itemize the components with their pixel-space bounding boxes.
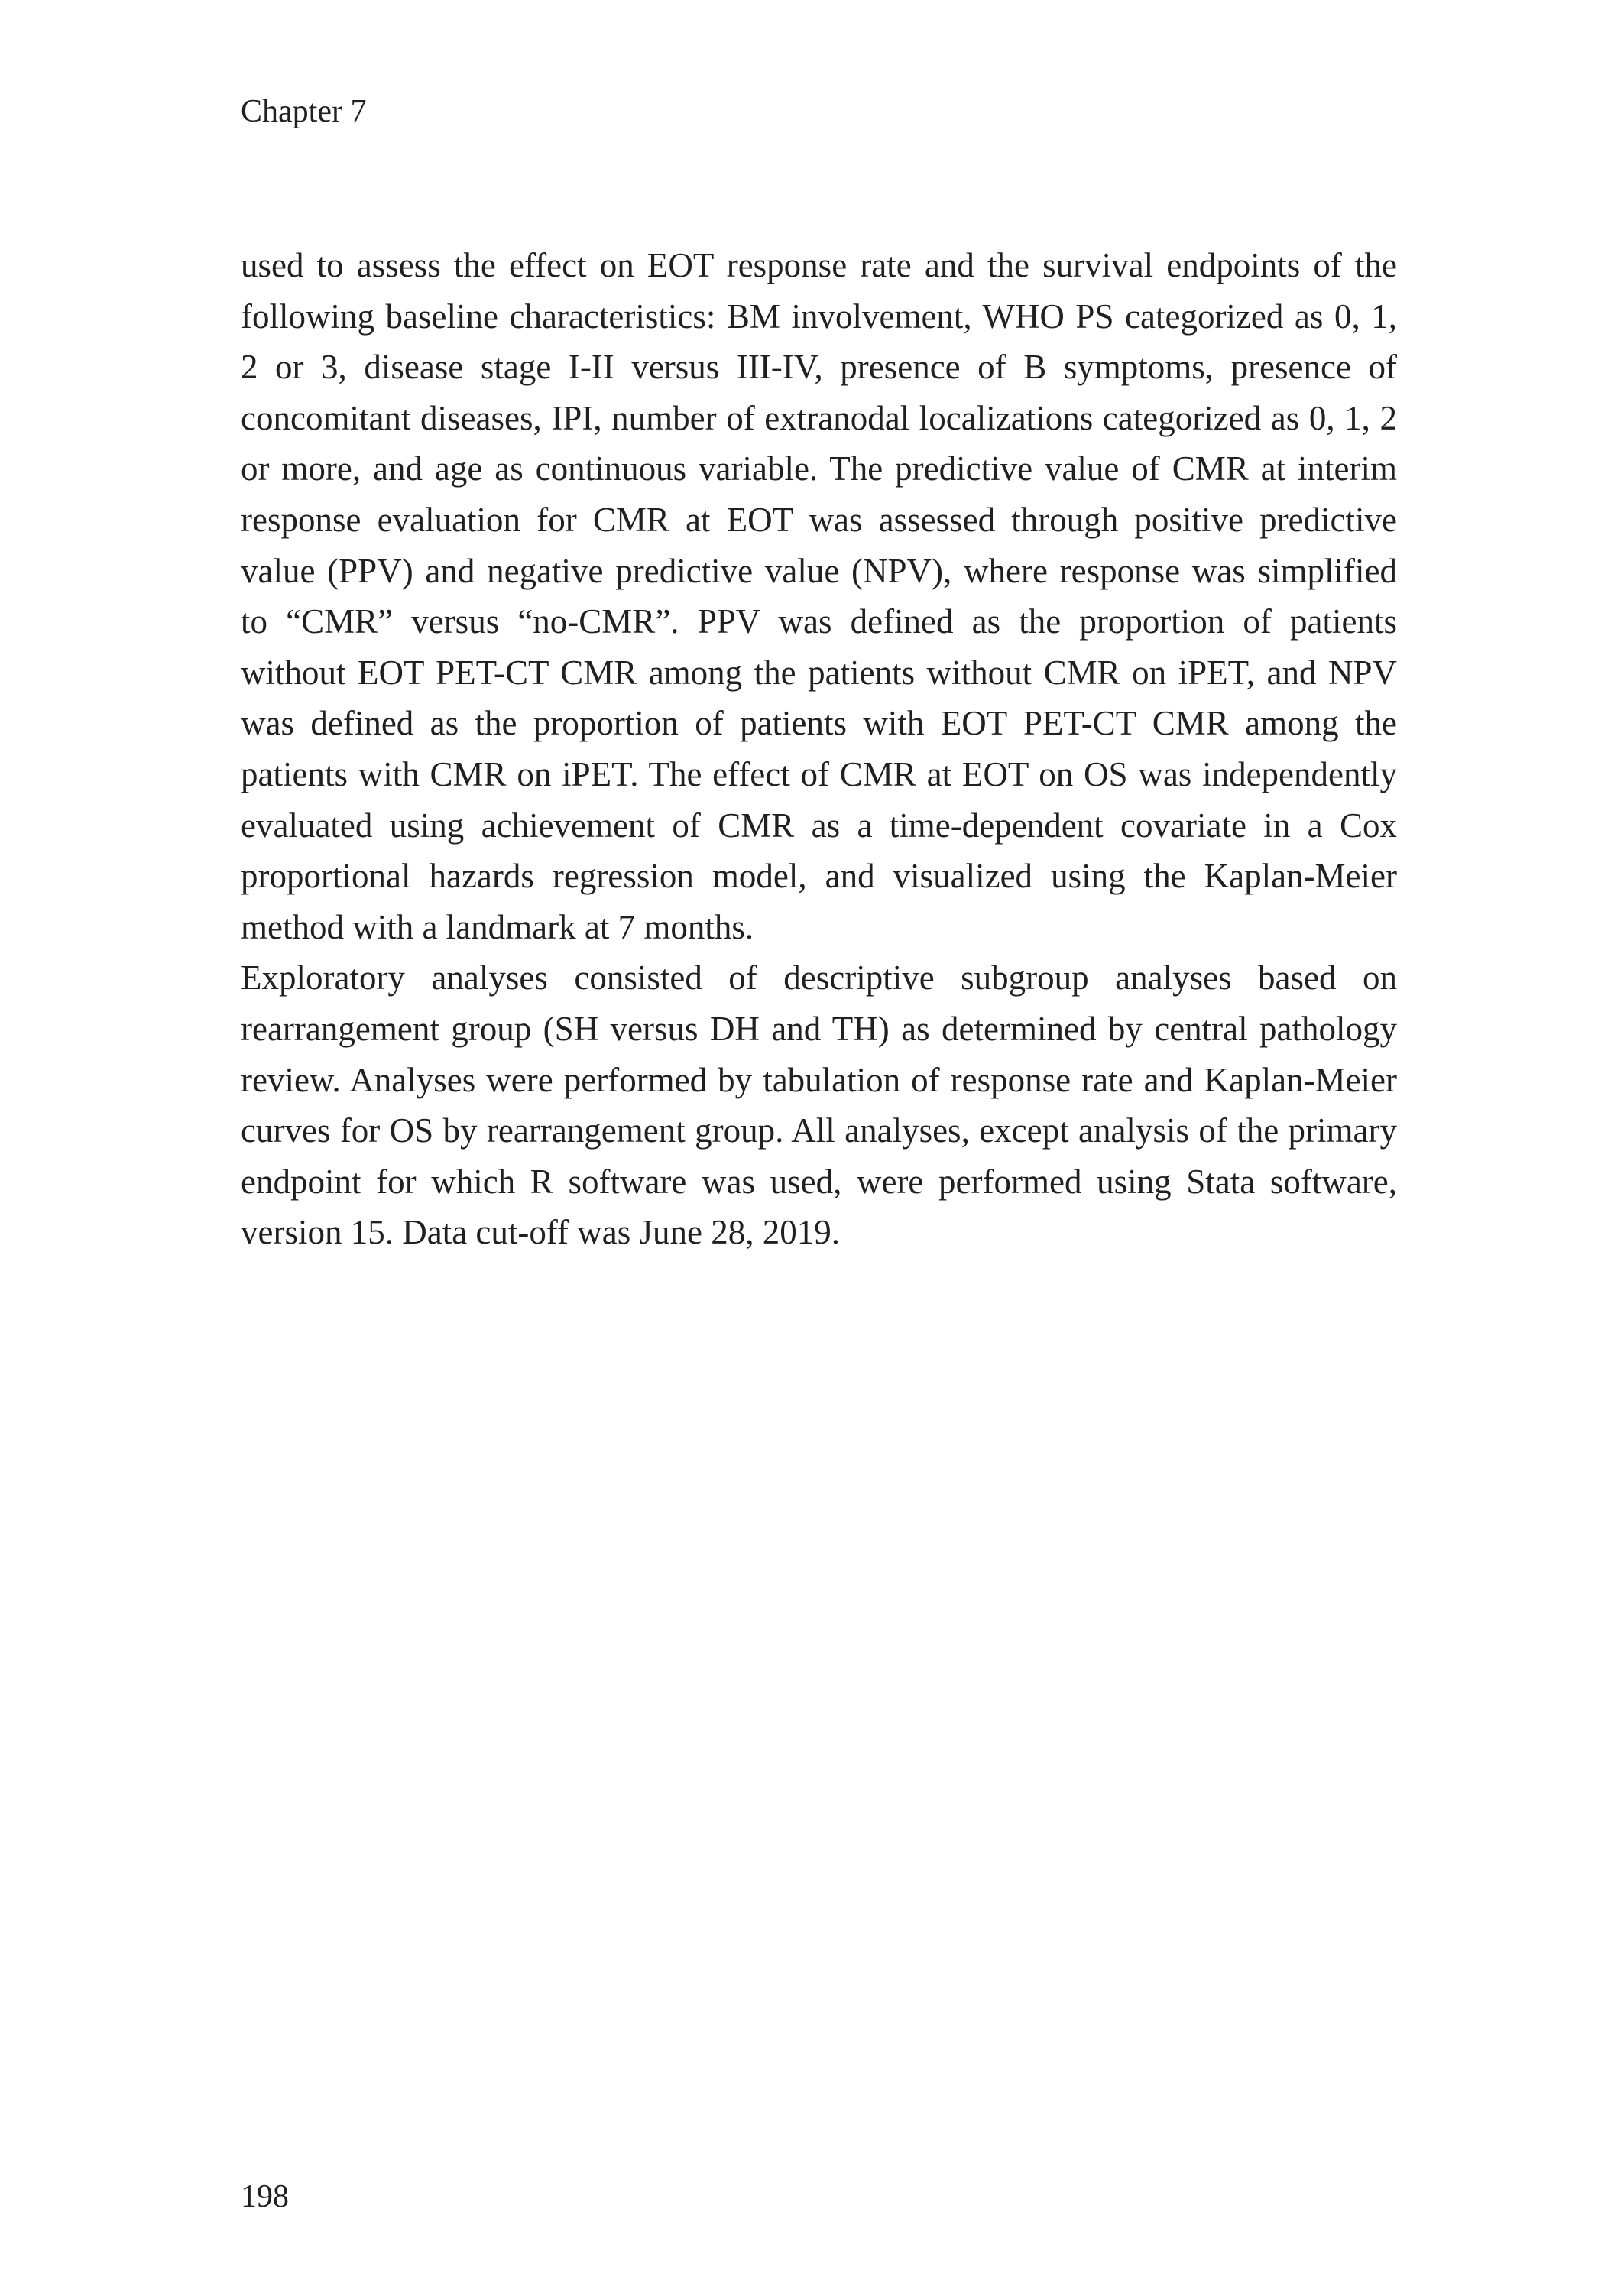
body-text (241, 240, 1397, 1258)
paragraph-exploratory-analyses: Exploratory analyses consisted of descriptive subgroup analyses based on rearrangement group (SH versus DH and TH) as determined by central pathology review. Analyses were performed by tabulation of response rate and Kaplan-Meier curves for OS by rearrangement group. All analyses, except analysis of the primary endpoint for which R software was used, were performed using Stata software, version 15. Data cut-off was June 28, 2019. (241, 958, 1397, 1252)
paragraph-methods-continued: used to assess the effect on EOT response rate and the survival endpoints of the following baseline characteristics: BM involvement, WHO PS categorized as 0, 1, 2 or 3, disease stage I-II versus III-IV, presence of B symptoms, presence of concomitant diseases, IPI, number of extranodal localizations categorized as 0, 1, 2 or more, and age as continuous variable. The predictive value of CMR at interim response evaluation for CMR at EOT was assessed through positive predictive value (PPV) and negative predictive value (NPV), where response was simplified to “CMR” versus “no-CMR”. PPV was defined as the proportion of patients without EOT PET-CT CMR among the patients without CMR on iPET, and NPV was defined as the proportion of patients with EOT PET-CT CMR among the patients with CMR on iPET. The effect of CMR at EOT on OS was independently evaluated using achievement of CMR as a time-dependent covariate in a Cox proportional hazards regression model, and visualized using the Kaplan-Meier method with a landmark at 7 months. (241, 246, 1397, 946)
running-header: Chapter 7 (241, 94, 367, 129)
page-number: 198 (241, 2179, 289, 2214)
